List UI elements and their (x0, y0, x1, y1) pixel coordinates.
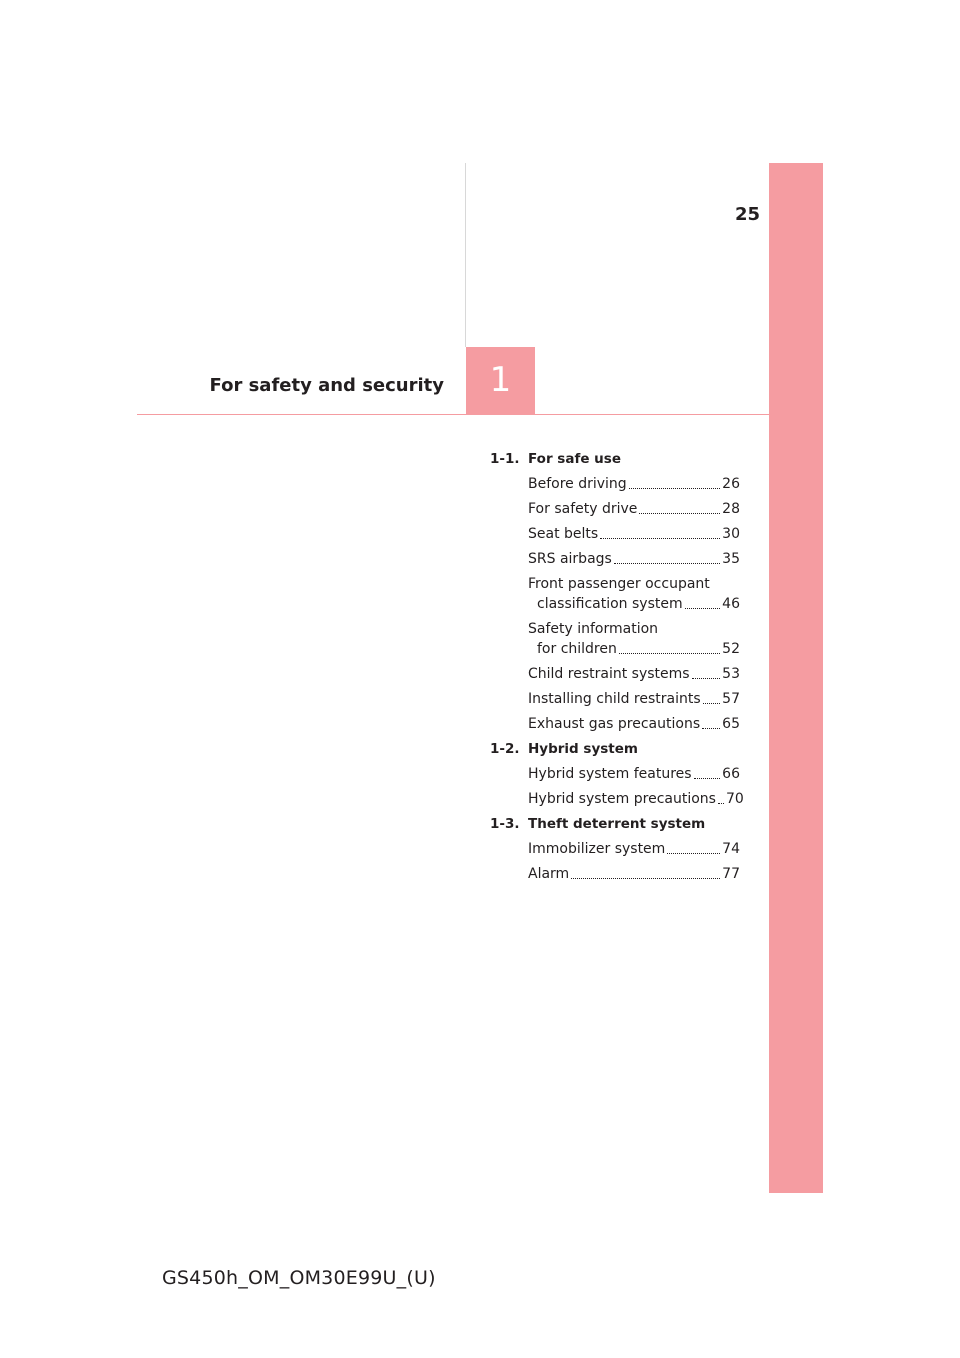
section-number: 1-2. (490, 741, 520, 757)
toc-entry[interactable] (528, 839, 740, 859)
page-number: 25 (734, 204, 760, 225)
toc-entry-page: 66 (722, 766, 740, 782)
chapter-number-box: 1 (466, 347, 535, 414)
toc-entry-page: 57 (722, 691, 740, 707)
toc-entry-page: 35 (722, 551, 740, 567)
toc-entry-title: SRS airbags (528, 551, 612, 567)
toc-entry-page: 26 (722, 476, 740, 492)
toc-entry[interactable] (528, 574, 740, 614)
section-title: Theft deterrent system (528, 816, 706, 832)
toc-entry-page: 65 (722, 716, 740, 732)
table-of-contents (490, 449, 744, 889)
section-number: 1-1. (490, 451, 520, 467)
toc-entry-page: 28 (722, 501, 740, 517)
toc-entry-title: Child restraint systems (528, 666, 690, 682)
toc-entry[interactable] (528, 864, 740, 884)
chapter-underline (137, 414, 769, 415)
toc-entry-title: Safety information (528, 621, 659, 637)
toc-entry-page: 74 (722, 841, 740, 857)
toc-entry[interactable] (528, 619, 740, 659)
toc-entry-title: Alarm (528, 866, 570, 882)
toc-entry-page: 53 (722, 666, 740, 682)
toc-entry[interactable] (528, 664, 740, 684)
toc-entry-title: Seat belts (528, 526, 599, 542)
toc-entry[interactable] (528, 524, 740, 544)
section-heading (490, 814, 740, 839)
toc-entry[interactable] (528, 789, 744, 809)
toc-entry-title: Hybrid system precautions (528, 791, 716, 807)
toc-entry[interactable] (528, 474, 740, 494)
section-title: For safe use (528, 451, 621, 467)
vertical-divider (465, 163, 466, 347)
toc-entry-page: 30 (722, 526, 740, 542)
section-heading (490, 449, 740, 474)
toc-entry-page: 46 (722, 596, 740, 612)
toc-entry-page: 70 (725, 791, 744, 807)
toc-entry[interactable] (528, 714, 740, 734)
toc-entry[interactable] (528, 689, 740, 709)
chapter-title: For safety and security (209, 375, 444, 396)
toc-entry-title: Immobilizer system (528, 841, 666, 857)
toc-entry-title: Hybrid system features (528, 766, 692, 782)
toc-entry[interactable] (528, 499, 740, 519)
section-title: Hybrid system (528, 741, 638, 757)
toc-entry-title-cont: classification system (537, 596, 683, 612)
section-number: 1-3. (490, 816, 520, 832)
toc-entry-title: Front passenger occupant (528, 576, 710, 592)
toc-entry-title: Before driving (528, 476, 627, 492)
toc-entry-title-cont: for children (537, 641, 617, 657)
toc-entry[interactable] (528, 764, 740, 784)
toc-entry-page: 52 (722, 641, 740, 657)
section-heading (490, 739, 740, 764)
toc-entry[interactable] (528, 549, 740, 569)
toc-entry-page: 77 (722, 866, 740, 882)
toc-entry-title: Installing child restraints (528, 691, 701, 707)
toc-entry-title: For safety drive (528, 501, 638, 517)
toc-entry-title: Exhaust gas precautions (528, 716, 701, 732)
chapter-side-tab (769, 163, 823, 1193)
document-footer-code: GS450h_OM_OM30E99U_(U) (162, 1267, 436, 1289)
